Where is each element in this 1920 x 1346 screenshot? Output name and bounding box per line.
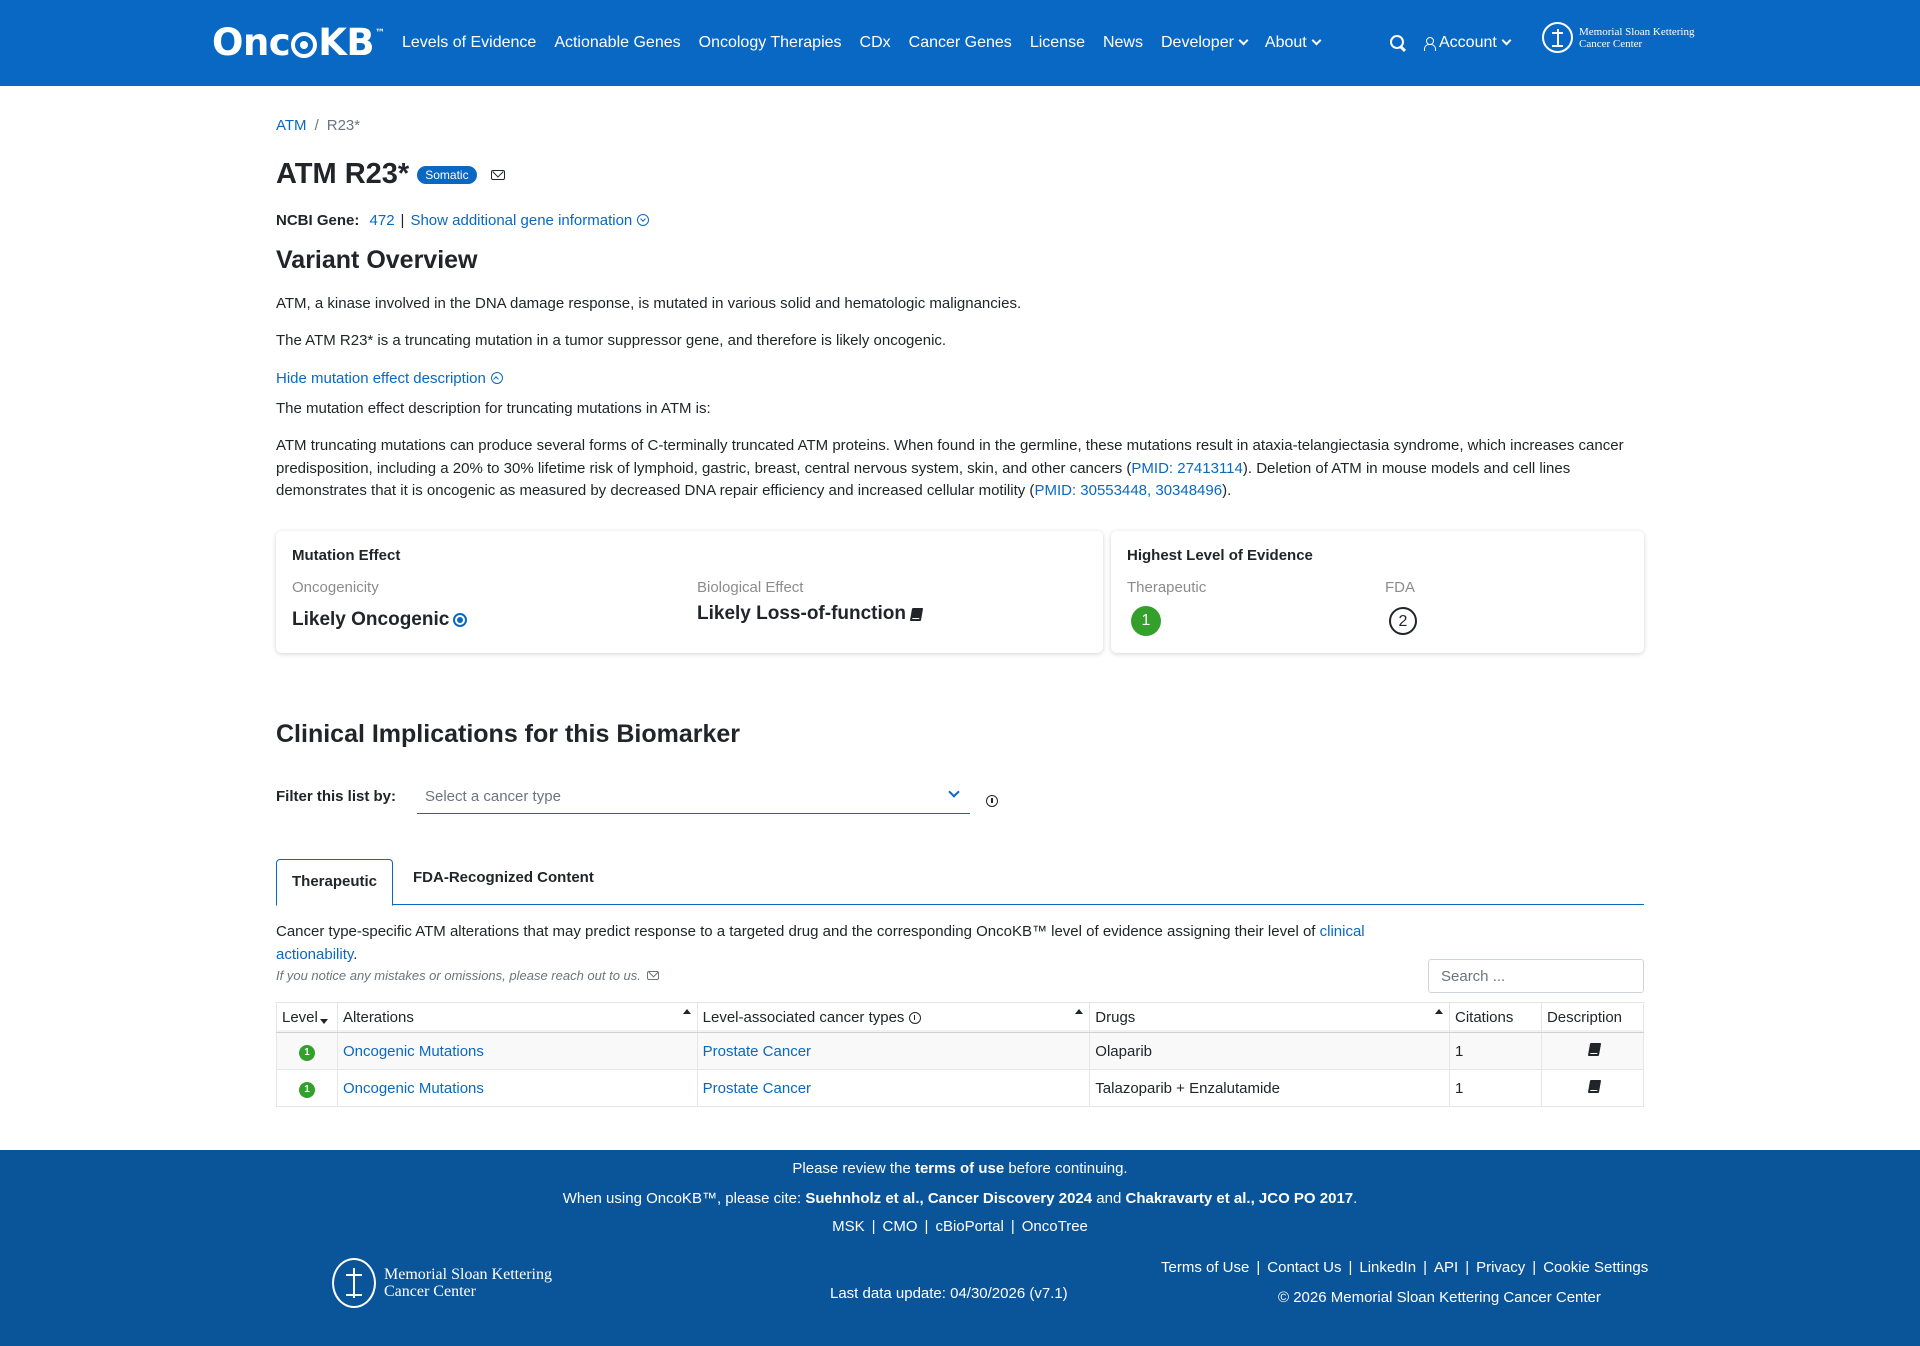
footer-link-privacy[interactable]: Privacy	[1476, 1259, 1526, 1276]
pmid-link[interactable]: PMID: 27413114	[1131, 459, 1243, 477]
last-data-update: Last data update: 04/30/2026 (v7.1)	[830, 1285, 1068, 1302]
footer-links-bottom: Terms of Use | Contact Us | LinkedIn | API | Privacy | Cookie Settings	[1161, 1259, 1649, 1276]
top-navbar	[0, 0, 1920, 86]
page-title-row	[276, 158, 505, 191]
terms-notice: Please review the terms of use before continuing.	[792, 1160, 1128, 1177]
oncogenicity-value: Likely Oncogenic	[292, 609, 467, 631]
footer-link-oncotree[interactable]: OncoTree	[1021, 1218, 1088, 1235]
clinical-actionability-link[interactable]: clinical actionability	[276, 923, 1365, 963]
msk-footer-text: Memorial Sloan Kettering Cancer Center	[384, 1266, 552, 1300]
info-icon[interactable]	[909, 1012, 921, 1024]
col-alterations[interactable]: Alterations	[337, 1003, 697, 1033]
user-icon	[1424, 37, 1434, 50]
highest-level-heading: Highest Level of Evidence	[1127, 547, 1313, 564]
col-citations[interactable]: Citations	[1450, 1003, 1542, 1033]
col-description: Description	[1541, 1003, 1643, 1033]
cancer-type-link[interactable]: Prostate Cancer	[702, 1042, 812, 1060]
highest-level-card	[1111, 531, 1644, 653]
sort-asc-icon	[683, 1009, 691, 1014]
msk-emblem-icon	[332, 1258, 376, 1308]
pipe-separator: |	[400, 212, 405, 229]
mutation-effect-description: ATM truncating mutations can produce several forms of C-terminally truncated ATM proteins. When found in the germline, these mutations result in ataxia-telangiectasia syndrome, which increases cancer predisposition, including a 20% to 30% lifetime risk of lymphoid, gastric, breast, central nervous system, skin, and other cancers (PMID: 27413114). Deletion of ATM in mouse models and cell lines demonstrates that it is oncogenic as measured by decreased DNA repair efficiency and increased cellular motility (PMID: 30553448, 30348496).	[276, 437, 1624, 499]
search-icon[interactable]	[1390, 35, 1406, 51]
therapeutic-description: Cancer type-specific ATM alterations that may predict response to a targeted drug and the corresponding OncoKB™ level of evidence assigning their level of clinical actionability.	[276, 923, 1365, 963]
copyright: © 2026 Memorial Sloan Kettering Cancer Center	[1278, 1289, 1601, 1306]
biological-effect-value: Likely Loss-of-function	[697, 603, 922, 625]
breadcrumb	[276, 117, 360, 134]
gene-summary: ATM, a kinase involved in the DNA damage response, is mutated in various solid and hematologic malignancies.	[276, 295, 1022, 312]
col-drugs[interactable]: Drugs	[1090, 1003, 1450, 1033]
footer-link-cbioportal[interactable]: cBioPortal	[935, 1218, 1004, 1235]
filter-label: Filter this list by:	[276, 788, 397, 805]
cancer-type-select[interactable]	[417, 780, 970, 814]
chevron-down-icon	[1311, 35, 1321, 45]
tab-fda-recognized-content[interactable]: FDA-Recognized Content	[413, 869, 594, 886]
logo-ring-icon	[291, 32, 317, 58]
therapeutic-label: Therapeutic	[1127, 579, 1207, 596]
footer-link-cookie-settings[interactable]: Cookie Settings	[1543, 1259, 1649, 1276]
footer-link-linkedin[interactable]: LinkedIn	[1359, 1259, 1417, 1276]
circle-chevron-down-icon	[637, 214, 649, 226]
footer-links-top: MSK | CMO | cBioPortal | OncoTree	[832, 1218, 1088, 1235]
breadcrumb-variant: R23*	[326, 117, 361, 134]
clinical-tabs	[276, 859, 1644, 905]
col-level[interactable]: Level	[277, 1003, 338, 1033]
alteration-link[interactable]: Oncogenic Mutations	[342, 1079, 484, 1097]
sort-desc-icon	[320, 1019, 328, 1024]
citation-link-1[interactable]: Suehnholz et al., Cancer Discovery 2024	[805, 1190, 1093, 1207]
table-row	[277, 1033, 1644, 1070]
nav-cancer-genes[interactable]: Cancer Genes	[908, 34, 1012, 51]
chevron-down-icon	[1238, 35, 1248, 45]
therapeutic-level-badge[interactable]: 1	[1131, 606, 1161, 636]
mail-icon[interactable]	[647, 971, 659, 980]
col-cancer-types[interactable]: Level-associated cancer types	[697, 1003, 1090, 1033]
table-row	[277, 1070, 1644, 1107]
table-header-row	[277, 1003, 1644, 1033]
pmid-link[interactable]: PMID: 30553448, 30348496	[1034, 482, 1223, 499]
fda-level-badge[interactable]: 2	[1389, 607, 1417, 635]
somatic-badge: Somatic	[417, 166, 476, 184]
nav-about-label: About	[1264, 34, 1307, 51]
footer-link-terms[interactable]: Terms of Use	[1161, 1259, 1250, 1276]
nav-developer-dropdown[interactable]	[1161, 34, 1247, 52]
chevron-down-icon	[1501, 35, 1511, 45]
account-dropdown[interactable]	[1424, 34, 1510, 52]
therapeutic-table	[276, 1002, 1644, 1107]
cancer-type-link[interactable]: Prostate Cancer	[702, 1079, 812, 1097]
footer-link-cmo[interactable]: CMO	[882, 1218, 918, 1235]
cancer-type-placeholder: Select a cancer type	[425, 788, 561, 805]
oncokb-logo[interactable]: Onc KB ™	[212, 20, 385, 64]
ncbi-gene-label: NCBI Gene:	[276, 212, 360, 229]
citation-link-2[interactable]: Chakravarty et al., JCO PO 2017	[1125, 1190, 1354, 1207]
table-search	[1428, 959, 1644, 993]
nav-news[interactable]: News	[1102, 34, 1143, 51]
description-book-icon[interactable]	[1588, 1043, 1601, 1056]
footer-link-contact[interactable]: Contact Us	[1267, 1259, 1342, 1276]
fda-label: FDA	[1385, 579, 1415, 596]
ncbi-gene-row	[276, 212, 649, 229]
sort-asc-icon	[1435, 1009, 1443, 1014]
msk-footer-logo[interactable]	[332, 1258, 552, 1308]
footer-link-api[interactable]: API	[1434, 1259, 1459, 1276]
drugs-cell: Talazoparib + Enzalutamide	[1090, 1070, 1450, 1107]
biological-effect-label: Biological Effect	[697, 579, 804, 596]
footer	[0, 1150, 1920, 1346]
show-gene-info-link[interactable]: Show additional gene information	[410, 212, 649, 229]
alteration-link[interactable]: Oncogenic Mutations	[342, 1042, 484, 1060]
circle-chevron-up-icon	[491, 372, 503, 384]
msk-header-logo[interactable]	[1542, 22, 1694, 53]
msk-emblem-icon	[1542, 22, 1573, 53]
citations-cell: 1	[1450, 1033, 1542, 1070]
main-nav	[402, 0, 1338, 86]
nav-cdx[interactable]: CDx	[859, 34, 891, 51]
oncogenic-icon[interactable]	[453, 613, 467, 627]
nav-license[interactable]: License	[1029, 34, 1085, 51]
nav-actionable-genes[interactable]: Actionable Genes	[554, 34, 681, 51]
table-search-input[interactable]	[1429, 960, 1643, 992]
nav-levels-of-evidence[interactable]: Levels of Evidence	[402, 34, 537, 51]
chevron-down-icon	[948, 786, 959, 797]
description-book-icon[interactable]	[1588, 1080, 1601, 1093]
hide-mutation-effect-toggle[interactable]: Hide mutation effect description	[276, 368, 503, 391]
mutation-effect-heading: Mutation Effect	[292, 547, 401, 564]
breadcrumb-gene-link[interactable]: ATM	[276, 117, 307, 134]
feedback-note: If you notice any mistakes or omissions, please reach out to us.	[276, 968, 659, 983]
tab-therapeutic[interactable]: Therapeutic	[276, 859, 393, 906]
citations-cell: 1	[1450, 1070, 1542, 1107]
terms-of-use-link[interactable]: terms of use	[914, 1160, 1005, 1177]
msk-header-text: Memorial Sloan Kettering Cancer Center	[1579, 25, 1695, 50]
nav-oncology-therapies[interactable]: Oncology Therapies	[698, 34, 842, 51]
info-icon[interactable]	[986, 795, 998, 807]
citation-notice: When using OncoKB™, please cite: Suehnholz et al., Cancer Discovery 2024 and Chakravarty et al., JCO PO 2017.	[562, 1190, 1358, 1207]
mutation-effect-card	[276, 531, 1103, 653]
ncbi-gene-id-link[interactable]: 472	[369, 212, 395, 229]
clinical-implications-heading: Clinical Implications for this Biomarker	[276, 720, 741, 748]
nav-right	[1390, 0, 1510, 86]
breadcrumb-separator: /	[314, 117, 319, 134]
variant-overview-heading: Variant Overview	[276, 246, 478, 274]
mutation-effect-intro: The mutation effect description for truncating mutations in ATM is:	[276, 400, 711, 417]
sort-asc-icon	[1075, 1009, 1083, 1014]
mail-icon[interactable]	[491, 170, 505, 180]
nav-about-dropdown[interactable]	[1265, 34, 1320, 52]
drugs-cell: Olaparib	[1090, 1033, 1450, 1070]
level-1-icon[interactable]: 1	[299, 1045, 315, 1061]
variant-summary: The ATM R23* is a truncating mutation in a tumor suppressor gene, and therefore is likely oncogenic.	[276, 332, 947, 349]
nav-developer-label: Developer	[1160, 34, 1234, 51]
oncogenicity-label: Oncogenicity	[292, 579, 379, 596]
page-title: ATM R23*	[276, 158, 410, 190]
book-icon[interactable]	[910, 608, 923, 621]
level-1-icon[interactable]: 1	[299, 1082, 315, 1098]
footer-link-msk[interactable]: MSK	[832, 1218, 865, 1235]
account-label: Account	[1439, 34, 1497, 51]
